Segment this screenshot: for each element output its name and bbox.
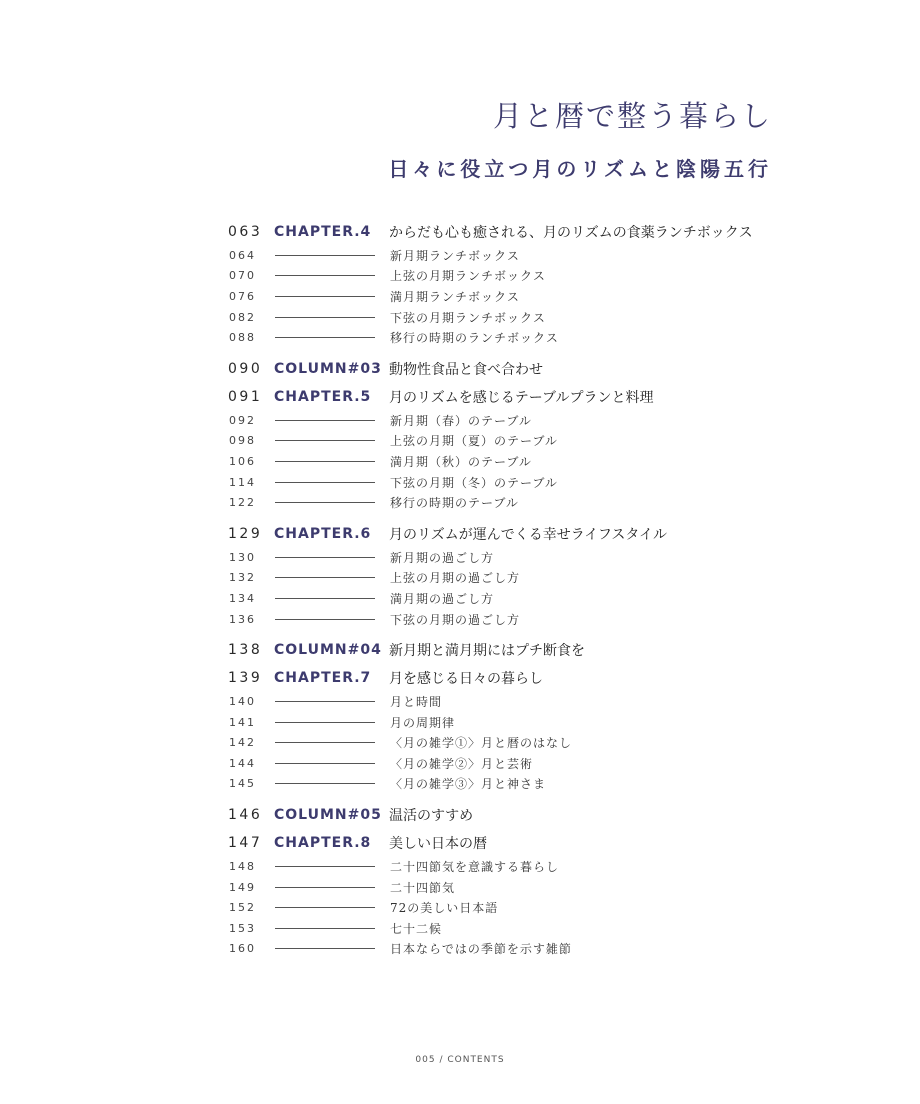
toc-subentry[interactable] [228,753,788,774]
toc-subentry-title: 下弦の月期ランチボックス [390,310,546,325]
toc-entry[interactable] [228,384,788,410]
leader-line [275,275,375,276]
toc-subentry-page: 088 [229,331,256,345]
toc-subentry-page: 098 [229,434,256,448]
toc-subentry[interactable] [228,712,788,733]
toc-subentry-page: 106 [229,454,256,468]
toc-subentry-title: 〈月の雑学①〉月と暦のはなし [390,736,573,751]
toc-section-heading: 動物性食品と食べ合わせ [389,361,543,378]
toc-subentry[interactable] [228,492,788,513]
toc-subentry[interactable] [228,733,788,754]
toc-subentry-title: 移行の時期のテーブル [390,496,519,511]
leader-line [275,440,375,441]
leader-line [275,255,375,256]
leader-line [275,701,375,702]
leader-line [275,598,375,599]
leader-line [275,948,375,949]
toc-subentry-page: 076 [229,289,256,303]
toc-subentry-title: 下弦の月期の過ごし方 [390,612,521,627]
toc-subentry-title: 移行の時期のランチボックス [390,331,559,346]
toc-subentry-title: 満月期ランチボックス [390,289,520,304]
toc-section-label: CHAPTER.4 [274,224,372,240]
toc-subentry-page: 130 [229,550,256,564]
toc-subentry-title: 二十四節気を意識する暮らし [390,860,560,875]
leader-line [275,907,375,908]
toc-page-number: 063 [228,224,263,240]
leader-line [275,461,375,462]
toc-subentry-title: 上弦の月期（夏）のテーブル [390,434,558,449]
leader-line [275,928,375,929]
toc-entry[interactable] [228,356,788,382]
toc-subentry-title: 満月期（秋）のテーブル [390,454,532,469]
toc-section-label: COLUMN#05 [274,807,382,824]
toc-entry[interactable] [228,521,788,547]
toc-subentry[interactable] [228,691,788,712]
toc-subentry[interactable] [228,568,788,589]
toc-subentry-title: 72の美しい日本語 [390,901,499,916]
leader-line [275,557,375,558]
toc-subentry-page: 136 [229,612,256,626]
toc-subentry-title: 〈月の雑学③〉月と神さま [390,777,547,792]
leader-line [275,502,375,503]
toc-subentry-page: 145 [229,777,256,791]
toc-subentry[interactable] [228,609,788,630]
toc-section-heading: からだも心も癒される、月のリズムの食薬ランチボックス [389,225,753,241]
toc-section-label: COLUMN#04 [274,642,382,659]
toc-subentry-title: 下弦の月期（冬）のテーブル [390,475,558,490]
toc-subentry-title: 〈月の雑学②〉月と芸術 [390,756,534,771]
leader-line [275,866,375,867]
toc-section-label: CHAPTER.5 [274,388,372,405]
toc-section-label: CHAPTER.8 [274,835,372,852]
toc-page-number: 147 [228,835,263,852]
toc-subentry-title: 日本ならではの季節を示す雑節 [390,942,572,957]
toc-section-label: COLUMN#03 [274,360,382,377]
toc-entry[interactable] [228,219,788,245]
toc-subentry-title: 月と時間 [390,695,443,710]
toc-section-heading: 月のリズムが運んでくる幸せライフスタイル [389,526,668,543]
leader-line [275,763,375,764]
toc-subentry-page: 142 [229,736,256,750]
toc-subentry[interactable] [228,451,788,472]
toc-subentry[interactable] [228,939,788,960]
toc-entry[interactable] [228,637,788,663]
toc-page-number: 129 [228,525,263,542]
toc-entry[interactable] [228,802,788,828]
toc-section-heading: 月のリズムを感じるテーブルプランと料理 [389,389,654,406]
table-of-contents [228,219,788,959]
toc-section-heading: 月を感じる日々の暮らし [389,671,543,688]
title-block [388,94,772,182]
leader-line [275,742,375,743]
toc-subentry-title: 月の周期律 [390,715,456,730]
toc-subentry-page: 148 [229,860,256,874]
leader-line [275,887,375,888]
book-subtitle: 日々に役立つ月のリズムと陰陽五行 [388,157,772,181]
toc-subentry-page: 141 [229,715,256,729]
toc-section-heading: 新月期と満月期にはプチ断食を [389,643,585,660]
leader-line [275,619,375,620]
toc-section-label: CHAPTER.6 [274,525,372,542]
leader-line [275,783,375,784]
toc-subentry-page: 152 [229,901,256,915]
leader-line [275,317,375,318]
page-footer: 005 / CONTENTS [415,1055,505,1065]
toc-subentry-page: 149 [229,880,256,894]
toc-subentry[interactable] [228,897,788,918]
toc-subentry-page: 140 [229,695,256,709]
toc-subentry[interactable] [228,856,788,877]
book-title: 月と暦で整う暮らし [492,99,772,133]
toc-subentry[interactable] [228,918,788,939]
toc-page-number: 138 [228,642,263,659]
toc-subentry-page: 092 [229,413,256,427]
toc-subentry[interactable] [228,327,788,348]
toc-subentry[interactable] [228,547,788,568]
toc-subentry[interactable] [228,588,788,609]
toc-subentry-title: 上弦の月期ランチボックス [390,269,546,284]
toc-subentry-page: 144 [229,756,256,770]
toc-subentry-page: 070 [229,269,256,283]
toc-entry[interactable] [228,665,788,691]
leader-line [275,420,375,421]
leader-line [275,577,375,578]
toc-subentry[interactable] [228,286,788,307]
toc-page-number: 090 [228,360,263,377]
toc-entry[interactable] [228,830,788,856]
toc-subentry-page: 132 [229,571,256,585]
toc-subentry[interactable] [228,877,788,898]
toc-subentry-title: 新月期の過ごし方 [390,550,495,565]
toc-page-number: 146 [228,807,263,824]
leader-line [275,722,375,723]
toc-subentry-title: 上弦の月期の過ごし方 [390,571,521,586]
toc-subentry-page: 114 [229,475,256,489]
toc-subentry-page: 153 [229,921,256,935]
toc-subentry-page: 082 [229,310,256,324]
toc-subentry-page: 134 [229,591,256,605]
toc-subentry[interactable] [228,431,788,452]
toc-subentry[interactable] [228,410,788,431]
toc-subentry-title: 満月期の過ごし方 [390,591,495,606]
leader-line [275,337,375,338]
toc-section-label: CHAPTER.7 [274,670,372,687]
toc-subentry[interactable] [228,774,788,795]
toc-subentry[interactable] [228,266,788,287]
toc-subentry-title: 新月期ランチボックス [390,248,520,263]
toc-subentry-page: 122 [229,496,256,510]
toc-subentry[interactable] [228,472,788,493]
toc-subentry-title: 新月期（春）のテーブル [390,413,532,428]
toc-subentry-page: 064 [229,248,256,262]
toc-subentry-title: 二十四節気 [390,880,456,895]
toc-page-number: 091 [228,388,263,405]
toc-page-number: 139 [228,670,263,687]
toc-subentry-page: 160 [229,942,256,956]
toc-subentry[interactable] [228,307,788,328]
toc-subentry-title: 七十二候 [390,921,443,936]
toc-subentry[interactable] [228,245,788,266]
toc-section-heading: 温活のすすめ [389,808,474,825]
toc-section-heading: 美しい日本の暦 [389,836,487,853]
leader-line [275,296,375,297]
leader-line [275,482,375,483]
